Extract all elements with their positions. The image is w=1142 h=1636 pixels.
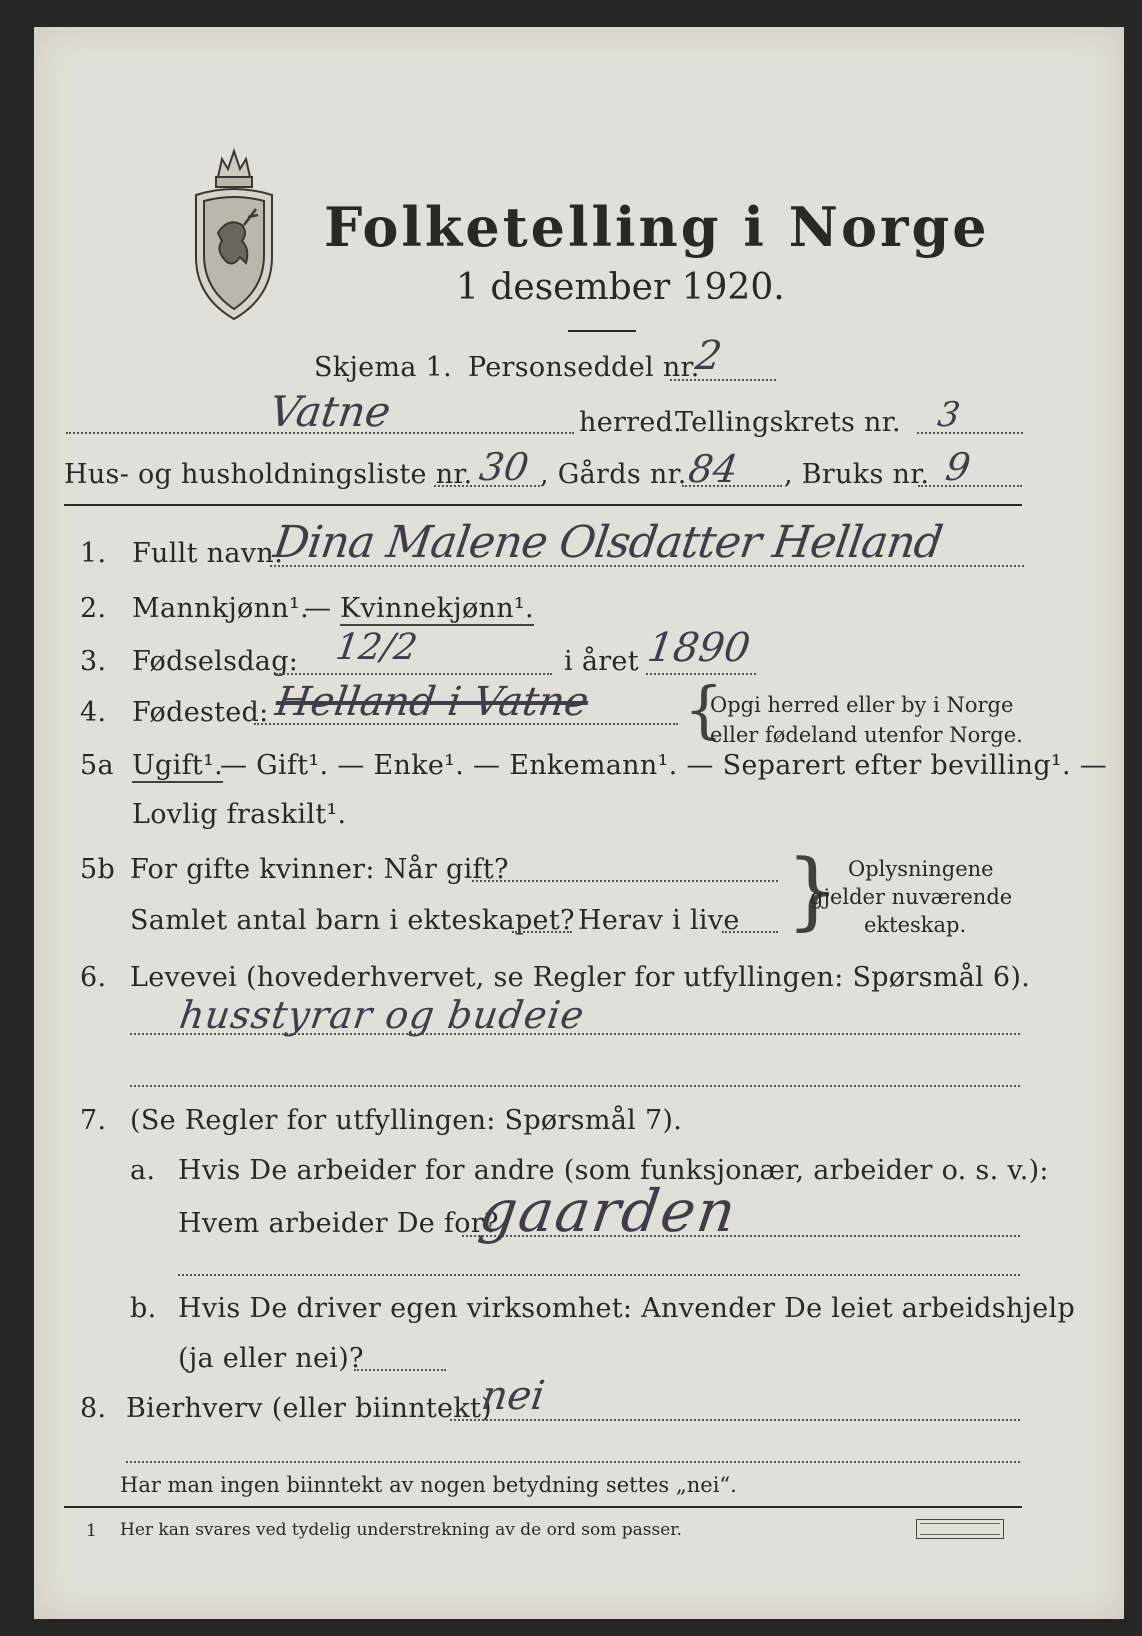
herred-value: Vatne: [266, 387, 394, 436]
q3-number: 3.: [80, 646, 107, 677]
q7a-employer-label: Hvem arbeider De for?: [178, 1208, 499, 1239]
q5b-when-married: For gifte kvinner: Når gift?: [130, 854, 509, 885]
q4-number: 4.: [80, 697, 107, 728]
q6-line-2: [130, 1085, 1020, 1087]
q4-birthplace: Helland i Vatne: [272, 679, 592, 725]
census-date: 1 desember 1920.: [456, 267, 785, 308]
q6-number: 6.: [80, 962, 107, 993]
q5b-note-1: Oplysningene: [848, 857, 994, 881]
q7b-line: [354, 1369, 446, 1371]
q3-label: Fødselsdag:: [132, 646, 299, 677]
q6-label: Levevei (hovederhvervet, se Regler for utfyllingen: Spørsmål 6).: [130, 962, 1031, 993]
q5b-children-label: Samlet antal barn i ekteskapet?: [130, 905, 575, 936]
form-title: Folketelling i Norge: [324, 195, 990, 259]
q3-day-line: [276, 673, 552, 675]
q7b-ja-nei-label: (ja eller nei)?: [178, 1343, 364, 1374]
q2-dash: —: [304, 593, 332, 624]
gards-value: 84: [685, 447, 741, 491]
q7-label: (Se Regler for utfyllingen: Spørsmål 7).: [130, 1105, 683, 1136]
q1-full-name: Dina Malene Olsdatter Helland: [270, 517, 946, 568]
q5b-note-2: gjelder nuværende: [810, 885, 1013, 909]
tellingskrets-label: Tellingskrets nr.: [675, 407, 901, 438]
title-divider: [568, 330, 636, 332]
header-rule: [64, 504, 1022, 506]
printer-stamp-icon: [916, 1519, 1004, 1539]
footnote-mark: 1: [86, 1521, 97, 1541]
q6-occupation: husstyrar og budeie: [176, 993, 588, 1037]
husliste-label: Hus- og husholdningsliste nr.: [64, 459, 473, 490]
q3-birth-year: 1890: [644, 625, 754, 671]
q2-number: 2.: [80, 593, 107, 624]
q3-birthday: 12/2: [333, 627, 420, 668]
q7a-letter: a.: [130, 1155, 156, 1186]
q8-note: Har man ingen biinntekt av nogen betydning settes „nei“.: [120, 1473, 737, 1497]
personseddel-value: 2: [692, 333, 725, 379]
q2-female-underlined: Kvinnekjønn¹.: [340, 593, 534, 624]
q7-number: 7.: [80, 1105, 107, 1136]
q5b-children-line: [512, 931, 572, 933]
q5a-fraskilt: Lovlig fraskilt¹.: [132, 799, 347, 830]
q5b-married-line: [472, 880, 778, 882]
q4-note-2: eller fødeland utenfor Norge.: [710, 723, 1023, 747]
coat-of-arms-icon: [188, 137, 280, 327]
q5a-number: 5a: [80, 750, 114, 781]
q5b-alive-label: Herav i live: [578, 905, 740, 936]
q5a-ugift-underlined: Ugift¹.: [132, 750, 224, 781]
q5b-alive-line: [722, 931, 778, 933]
bruks-value: 9: [942, 445, 974, 489]
q1-label: Fullt navn:: [132, 538, 284, 569]
herred-label: herred.: [579, 407, 683, 438]
q8-number: 8.: [80, 1393, 107, 1424]
q8-label: Bierhverv (eller biinntekt): [126, 1393, 492, 1424]
q4-label: Fødested:: [132, 697, 269, 728]
tellingskrets-value: 3: [935, 395, 963, 435]
q5b-note-3: ekteskap.: [864, 913, 967, 937]
husliste-value: 30: [476, 445, 532, 489]
q5a-options: — Gift¹. — Enke¹. — Enkemann¹. — Separert efter bevilling¹. —: [220, 750, 1108, 781]
skjema-label: Skjema 1.: [314, 352, 452, 383]
gards-label: , Gårds nr.: [540, 459, 687, 490]
q2-male: Mannkjønn¹.: [132, 593, 309, 624]
footer-rule: [64, 1506, 1022, 1508]
personseddel-label: Personseddel nr.: [468, 352, 700, 383]
q7b-letter: b.: [130, 1293, 157, 1324]
q8-side-income: nei: [478, 1373, 548, 1419]
census-form: Folketelling i Norge 1 desember 1920. Skjema 1. Personseddel nr. 2 Vatne herred. Tellingskrets nr. 3 Hus- og husholdningsliste nr. 30 , Gårds nr. 84 , Bruks nr. 9 1. Fullt navn: Dina Malene Olsdatter Helland 2. Mannkjønn¹. — Kvinnekjønn¹. 3. Fødselsdag: 12/2 i året 1890 4. Fødested: Helland i Vatne { Opgi herred eller by i Norge eller fødeland utenfor Norge. 5a Ugift¹. — Gift¹. — Enke¹. — Enkemann¹. — Separert efter bevilling¹. — Lovlig fraskilt¹. 5b For gifte kvinner: Når gift? Samlet antal barn i ekteskapet? Herav i live } Oplysningene gjelder nuværende ekteskap. 6. Levevei (hovederhvervet, se Regler for utfyllingen: Spørsmål 6). husstyrar og budeie 7. (Se Regler for utfyllingen: Spørsmål 7). a. Hvis De arbeider for andre (som funksjonær, arbeider o. s. v.): Hvem arbeider De for? gaarden b. Hvis De driver egen virksomhet: Anvender De leiet arbeidshjelp (ja eller nei)? 8. Bierhverv (eller biinntekt) nei Har man ingen biinntekt av nogen betydning settes „nei“. 1 Her kan svares ved tydelig understrekning av de ord som passer.: [34, 27, 1124, 1619]
tellingskrets-line: [917, 432, 1023, 434]
personseddel-line: [670, 379, 776, 381]
q5b-number: 5b: [80, 854, 116, 885]
q7a-employer: gaarden: [475, 1177, 742, 1245]
q7a-question: Hvis De arbeider for andre (som funksjonær, arbeider o. s. v.):: [178, 1155, 1049, 1186]
q7a-line-2: [178, 1274, 1020, 1276]
bruks-line: [918, 485, 1022, 487]
footnote-text: Her kan svares ved tydelig understrekning av de ord som passer.: [120, 1520, 682, 1540]
q4-note-1: Opgi herred eller by i Norge: [710, 693, 1014, 717]
q7b-question: Hvis De driver egen virksomhet: Anvender De leiet arbeidshjelp: [178, 1293, 1076, 1324]
q1-number: 1.: [80, 538, 107, 569]
q8-line-2: [126, 1461, 1020, 1463]
q8-line-1: [450, 1419, 1020, 1421]
bruks-label: , Bruks nr.: [784, 459, 930, 490]
q3-year-label: i året: [564, 646, 639, 677]
